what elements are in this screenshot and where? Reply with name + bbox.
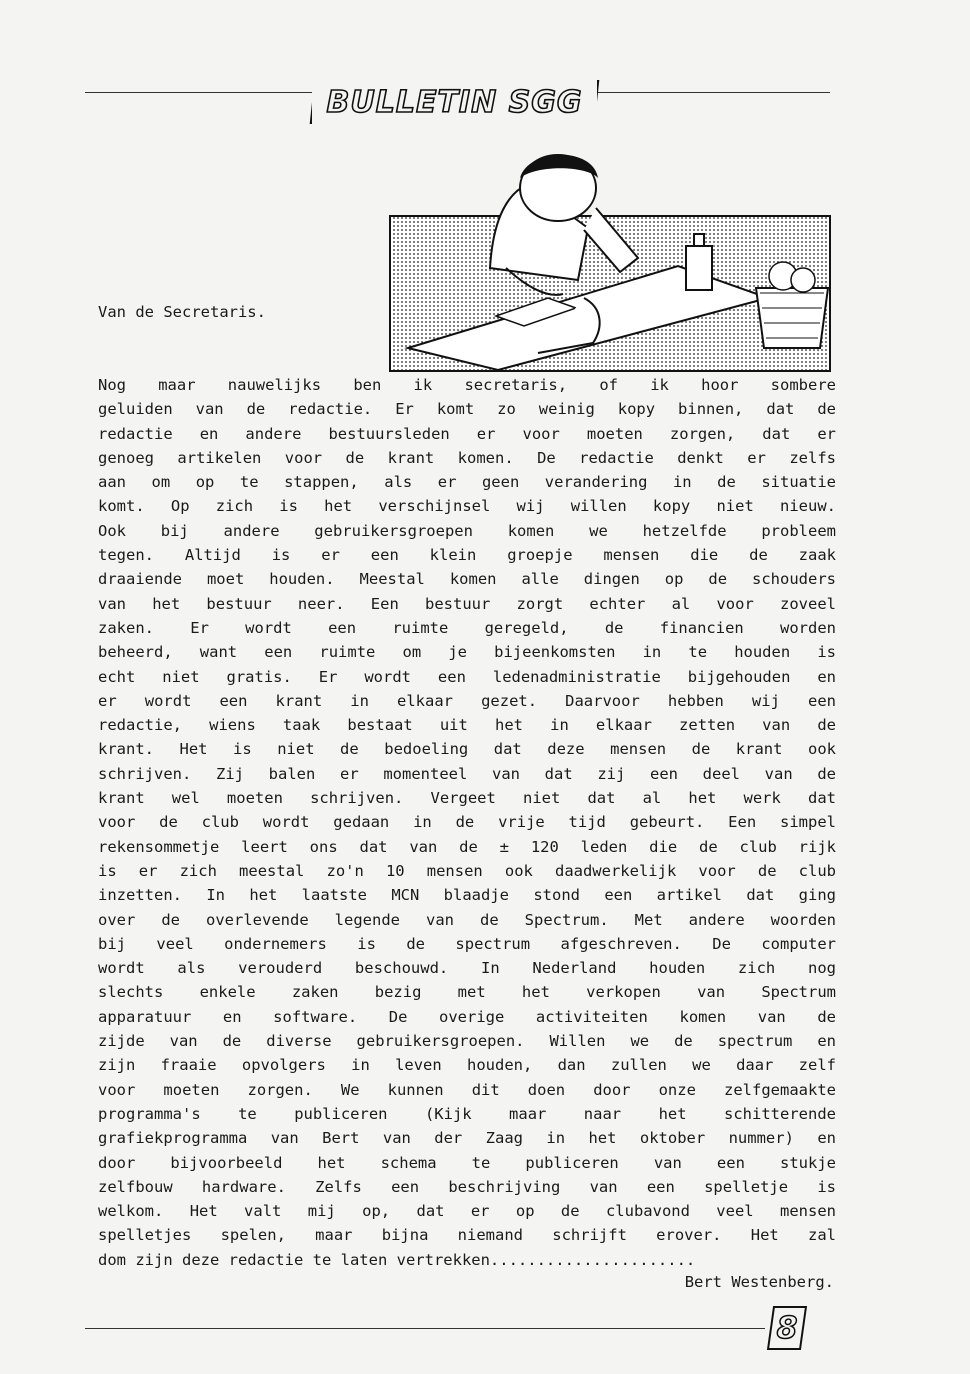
article-line: tegen. Altijd is er een klein groepje mensen die de zaak <box>98 546 836 565</box>
author-signature: Bert Westenberg. <box>684 1273 834 1291</box>
article-line: zijn fraaie opvolgers in leven houden, dan zullen we daar zelf <box>98 1056 836 1075</box>
article-line: er wordt een krant in elkaar gezet. Daarvoor hebben wij een <box>98 691 836 710</box>
article-line: zelfbouw hardware. Zelfs een beschrijving van een spelletje is <box>98 1177 836 1196</box>
article-line: genoeg artikelen voor de krant komen. De redactie denkt er zelfs <box>98 448 836 467</box>
article-line: rekensommetje leert ons dat van de ± 120 leden die de club rijk <box>98 837 836 856</box>
article-line: Ook bij andere gebruikersgroepen komen we hetzelfde probleem <box>98 521 836 540</box>
article-line: wordt als verouderd beschouwd. In Nederland houden zich nog <box>98 959 836 978</box>
article-line: beheerd, want een ruimte om je bijeenkomsten in te houden is <box>98 643 836 662</box>
article-line: voor de club wordt gedaan in de vrije tijd gebeurt. Een simpel <box>98 813 836 832</box>
article-line: zijde van de diverse gebruikersgroepen. Willen we de spectrum en <box>98 1032 836 1051</box>
article-line: is er zich meestal zo'n 10 mensen ook daadwerkelijk voor de club <box>98 861 836 880</box>
article-line: welkom. Het valt mij op, dat er op de clubavond veel mensen <box>98 1202 836 1221</box>
article-line: krant wel moeten schrijven. Vergeet niet dat al het werk dat <box>98 789 836 808</box>
article-line: door bijvoorbeeld het schema te publiceren van een stukje <box>98 1153 836 1172</box>
masthead-logo: BULLETIN SGG <box>312 80 597 124</box>
article-line: schrijven. Zij balen er momenteel van dat zij een deel van de <box>98 764 836 783</box>
article-line: geluiden van de redactie. Er komt zo weinig kopy binnen, dat de <box>98 400 836 419</box>
article-line: redactie en andere bestuursleden er voor moeten zorgen, dat er <box>98 424 836 443</box>
article-line: voor moeten zorgen. We kunnen dit doen door onze zelfgemaakte <box>98 1080 836 1099</box>
article-line: draaiende moet houden. Meestal komen alle dingen op de schouders <box>98 570 836 589</box>
article-line: bij veel ondernemers is de spectrum afgeschreven. De computer <box>98 934 836 953</box>
article-line: redactie, wiens taak bestaat uit het in elkaar zetten van de <box>98 716 836 735</box>
article-line: dom zijn deze redactie te laten vertrekken...................... <box>98 1250 696 1269</box>
article-line: spelletjes spelen, maar bijna niemand schrijft erover. Het zal <box>98 1226 836 1245</box>
section-heading: Van de Secretaris. <box>98 303 266 321</box>
article-line: echt niet gratis. Er wordt een ledenadministratie bijgehouden en <box>98 667 836 686</box>
article-line: apparatuur en software. De overige activiteiten komen van de <box>98 1007 836 1026</box>
article-line: grafiekprogramma van Bert van der Zaag in het oktober nummer) en <box>98 1129 836 1148</box>
article-line: inzetten. In het laatste MCN blaadje stond een artikel dat ging <box>98 886 836 905</box>
cartoon-illustration <box>388 148 833 373</box>
article-line: slechts enkele zaken bezig met het verkopen van Spectrum <box>98 983 836 1002</box>
article-line: krant. Het is niet de bedoeling dat deze mensen de krant ook <box>98 740 836 759</box>
article-line: van het bestuur neer. Een bestuur zorgt echter al voor zoveel <box>98 594 836 613</box>
article-body <box>98 373 836 1272</box>
article-line: zaken. Er wordt een ruimte geregeld, de financien worden <box>98 618 836 637</box>
article-line: over de overlevende legende van de Spectrum. Met andere woorden <box>98 910 836 929</box>
article-line: aan om op te stappen, als er geen verandering in de situatie <box>98 473 836 492</box>
article-line: Nog maar nauwelijks ben ik secretaris, of ik hoor sombere <box>98 376 836 394</box>
article-line: programma's te publiceren (Kijk maar naar het schitterende <box>98 1104 836 1123</box>
article-line: komt. Op zich is het verschijnsel wij willen kopy niet nieuw. <box>98 497 836 516</box>
footer-rule <box>85 1328 765 1329</box>
page-number: 8 <box>776 1310 798 1346</box>
